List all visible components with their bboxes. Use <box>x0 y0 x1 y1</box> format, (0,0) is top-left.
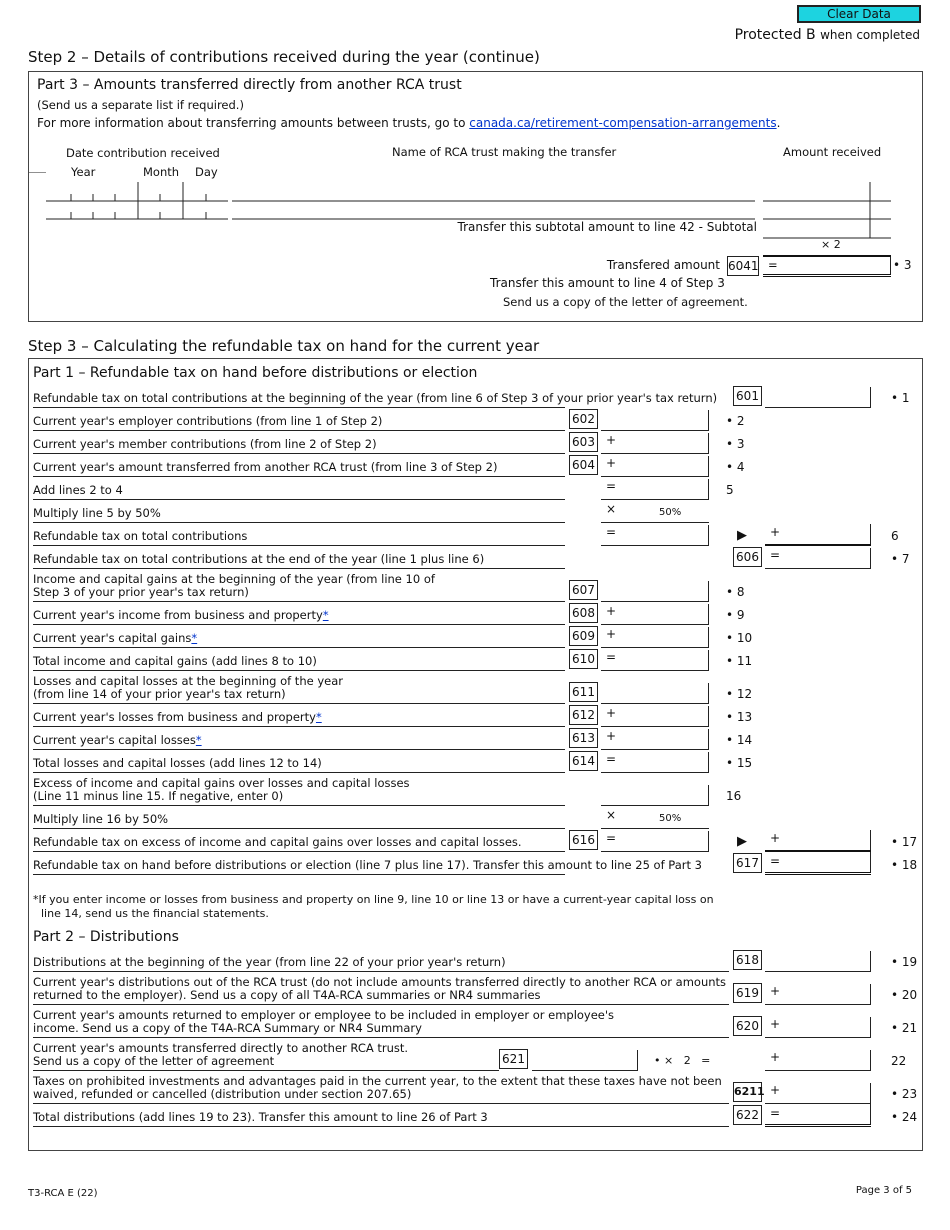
label-text: Current year's capital gains <box>33 631 192 645</box>
label-text-line2: income. Send us a copy of the T4A-RCA Summary or NR4 Summary <box>33 1021 422 1035</box>
col-name-header: Name of RCA trust making the transfer <box>392 145 617 159</box>
operator: + <box>606 433 617 447</box>
part1-title: Part 1 – Refundable tax on hand before distributions or election <box>33 365 478 381</box>
amount-field-line-7[interactable] <box>765 547 871 569</box>
line-number: • 10 <box>726 631 753 645</box>
form-row-6 <box>29 523 922 546</box>
code-box-604: 604 <box>569 455 598 475</box>
row-label <box>33 655 565 671</box>
code-box-610: 610 <box>569 649 598 669</box>
code-box-622: 622 <box>733 1105 762 1125</box>
row-label <box>33 836 565 852</box>
cents-divider <box>708 581 709 601</box>
label-text: Current year's amounts transferred directly to another RCA trust. <box>33 1041 409 1055</box>
label-text: Refundable tax on total contributions at the end of the year (line 1 plus line 6) <box>33 552 485 566</box>
row-label <box>33 675 565 704</box>
operator: = <box>606 525 617 539</box>
amount-field-line-8[interactable] <box>601 580 709 602</box>
cents-divider <box>870 984 871 1004</box>
label-text: Multiply line 16 by 50% <box>33 812 169 826</box>
amount-field-line-6[interactable] <box>765 524 871 546</box>
footnote-asterisk-link[interactable]: * <box>195 733 202 747</box>
label-text: Current year's distributions out of the RCA trust (do not include amounts transferred directly to another RCA or amounts <box>33 975 727 989</box>
code-box-618: 618 <box>733 950 762 970</box>
amount-field-line-14[interactable] <box>601 728 709 750</box>
row-label <box>33 956 729 972</box>
code-box-602: 602 <box>569 409 598 429</box>
form-row-12 <box>29 671 922 704</box>
amount-field-621[interactable] <box>532 1049 638 1071</box>
row-label <box>33 484 565 500</box>
calc-field[interactable] <box>601 830 709 852</box>
letter-note: Send us a copy of the letter of agreement. <box>503 295 748 309</box>
label-text: Current year's employer contributions (from line 1 of Step 2) <box>33 414 383 428</box>
cents-divider <box>870 951 871 971</box>
step2-part3-section <box>28 71 923 322</box>
cents-divider <box>708 785 709 805</box>
footnote-asterisk-link[interactable]: * <box>322 608 329 622</box>
transfer-entry-grid[interactable] <box>29 172 922 252</box>
multiply-sign: × <box>606 808 617 822</box>
info-text: For more information about transferring amounts between trusts, go to <box>37 116 466 130</box>
code-box-611: 611 <box>569 682 598 702</box>
form-row-20 <box>29 972 922 1005</box>
row-label <box>33 757 565 773</box>
step2-title: Step 2 – Details of contributions received during the year (continue) <box>28 48 540 66</box>
code-box-606: 606 <box>733 547 762 567</box>
operator: + <box>770 1050 781 1064</box>
col-date-header: Date contribution received <box>66 146 220 160</box>
line-number: • 23 <box>891 1087 918 1101</box>
row-label <box>33 1009 729 1038</box>
cents-divider <box>708 831 709 851</box>
label-text: Add lines 2 to 4 <box>33 483 123 497</box>
label-text: Current year's member contributions (from line 2 of Step 2) <box>33 437 377 451</box>
cents-divider <box>870 387 871 407</box>
cents-divider <box>637 1050 638 1070</box>
page-number: Page 3 of 5 <box>855 1185 912 1196</box>
label-text: Refundable tax on total contributions <box>33 529 248 543</box>
code-box-616: 616 <box>569 830 598 850</box>
label-text-line2: (from line 14 of your prior year's tax return) <box>33 687 286 701</box>
percent-value: 50% <box>659 507 682 518</box>
operator: + <box>606 627 617 641</box>
operator: = <box>606 752 617 766</box>
row-label <box>33 1075 729 1104</box>
operator: + <box>770 1083 781 1097</box>
form-row-calc <box>29 806 922 829</box>
form-row-18 <box>29 852 922 875</box>
arrow-right-icon: ▶ <box>737 528 747 543</box>
amount-field-line-11[interactable] <box>601 649 709 671</box>
amount-field-line-22[interactable] <box>765 1049 871 1071</box>
operator: = <box>770 1106 781 1120</box>
row-label <box>33 573 565 602</box>
calc-field[interactable] <box>601 524 709 546</box>
amount-field-line-9[interactable] <box>601 603 709 625</box>
amount-field-line-19[interactable] <box>765 950 871 972</box>
operator: + <box>606 729 617 743</box>
amount-field-line-17[interactable] <box>765 830 871 852</box>
percent-row <box>601 501 709 523</box>
rca-link[interactable]: canada.ca/retirement-compensation-arrangements <box>469 116 777 130</box>
cents-divider <box>870 524 871 544</box>
label-text-line2: (Line 11 minus line 15. If negative, enter 0) <box>33 789 284 803</box>
cents-divider <box>708 650 709 670</box>
label-text-line2: Step 3 of your prior year's tax return) <box>33 585 249 599</box>
operator: + <box>770 984 781 998</box>
label-text: Refundable tax on excess of income and capital gains over losses and capital losses. <box>33 835 522 849</box>
amount-field-line-23[interactable] <box>765 1082 871 1104</box>
operator: + <box>606 456 617 470</box>
form-row-17 <box>29 829 922 852</box>
form-row-13 <box>29 704 922 727</box>
row-label <box>33 461 565 477</box>
label-text: Refundable tax on total contributions at the beginning of the year (from line 6 of Step 3 of your prior year's tax return) <box>33 391 718 405</box>
protected-suffix: when completed <box>820 28 920 42</box>
label-text: Current year's amounts returned to employer or employee to be included in employer or employee's <box>33 1008 615 1022</box>
operator: = <box>606 831 617 845</box>
label-text-line2: returned to the employer). Send us a copy of all T4A-RCA summaries or NR4 summaries <box>33 988 541 1002</box>
operator: = <box>770 548 781 562</box>
cents-divider <box>870 1017 871 1037</box>
code-6041: 6041 <box>727 256 759 276</box>
cents-divider <box>708 479 709 499</box>
amount-field-line-13[interactable] <box>601 705 709 727</box>
row-label <box>33 1042 499 1071</box>
row-label <box>33 777 565 806</box>
form-row-15 <box>29 750 922 773</box>
footnote-line2: line 14, send us the financial statements. <box>41 907 269 920</box>
line-number: • 19 <box>891 955 918 969</box>
row-label <box>33 976 729 1005</box>
row-label <box>33 813 565 829</box>
line-number: • 11 <box>726 654 753 668</box>
form-row-14 <box>29 727 922 750</box>
line-number: • 15 <box>726 756 753 770</box>
operator: = <box>770 854 781 868</box>
operator: + <box>606 604 617 618</box>
form-row-5 <box>29 477 922 500</box>
code-box-6211: 6211 <box>733 1082 762 1102</box>
code-box-619: 619 <box>733 983 762 1003</box>
form-row-24 <box>29 1104 922 1127</box>
row-label <box>33 507 565 523</box>
operator: + <box>770 831 781 845</box>
amount-field-line-20[interactable] <box>765 983 871 1005</box>
amount-field-line-3[interactable] <box>601 432 709 454</box>
line-number: 22 <box>891 1054 907 1068</box>
code-box-609: 609 <box>569 626 598 646</box>
form-row-19 <box>29 949 922 972</box>
form-row-22 <box>29 1038 922 1071</box>
amount-field-line-2[interactable] <box>601 409 709 431</box>
cents-divider <box>870 852 871 872</box>
code-box-621: 621 <box>499 1049 528 1069</box>
form-row-21 <box>29 1005 922 1038</box>
line-number: • 17 <box>891 835 918 849</box>
operator: + <box>770 1017 781 1031</box>
line-number: • 9 <box>726 608 745 622</box>
label-text: Multiply line 5 by 50% <box>33 506 161 520</box>
equals-sign: = <box>768 258 778 272</box>
footnote-asterisk-link[interactable]: * <box>191 631 198 645</box>
transferred-label: Transfered amount <box>606 258 720 272</box>
operator: = <box>606 479 617 493</box>
form-id: T3-RCA E (22) <box>28 1188 98 1199</box>
line-number: • 2 <box>726 414 745 428</box>
percent-value: 50% <box>659 813 682 824</box>
cents-divider <box>708 525 709 545</box>
step3-section <box>28 358 923 1151</box>
form-row-8 <box>29 569 922 602</box>
label-text: Current year's losses from business and property <box>33 710 316 724</box>
row-label <box>33 858 702 875</box>
amount-field-line-10[interactable] <box>601 626 709 648</box>
clear-data-button[interactable]: Clear Data <box>797 5 921 23</box>
label-text: Total income and capital gains (add lines 8 to 10) <box>33 654 317 668</box>
line-number: • 7 <box>891 552 910 566</box>
label-text: Refundable tax on hand before distributions or election (line 7 plus line 17). Transfer this amount to line 25 of Part 3 <box>33 858 702 872</box>
cents-divider <box>870 1050 871 1070</box>
form-row-3 <box>29 431 922 454</box>
amount-field-line-18[interactable] <box>765 853 871 875</box>
cents-divider <box>708 410 709 430</box>
row-label <box>33 391 718 408</box>
row-label <box>33 553 565 569</box>
code-box-617: 617 <box>733 853 762 873</box>
part3-title: Part 3 – Amounts transferred directly from another RCA trust <box>37 77 462 93</box>
protected-text: Protected B <box>734 27 816 43</box>
multiply-sign: × <box>606 502 617 516</box>
cents-divider <box>708 456 709 476</box>
label-text: Excess of income and capital gains over losses and capital losses <box>33 776 410 790</box>
footnote-line1: *If you enter income or losses from business and property on line 9, line 10 or line 13 or have a current-year capital loss on <box>33 893 714 906</box>
label-text: Losses and capital losses at the beginning of the year <box>33 674 343 688</box>
code-box-620: 620 <box>733 1016 762 1036</box>
amount-field-line-1[interactable] <box>765 386 871 408</box>
form-row-2 <box>29 408 922 431</box>
form-row-7 <box>29 546 922 569</box>
label-text: Current year's income from business and property <box>33 608 323 622</box>
label-text: Income and capital gains at the beginning of the year (from line 10 of <box>33 572 435 586</box>
label-text-line2: waived, refunded or cancelled (distribution under section 207.65) <box>33 1087 412 1101</box>
line-number: • 4 <box>726 460 745 474</box>
cents-divider <box>870 1083 871 1103</box>
label-text: Current year's amount transferred from another RCA trust (from line 3 of Step 2) <box>33 460 498 474</box>
info-end: . <box>776 116 781 130</box>
part2-title: Part 2 – Distributions <box>33 929 179 945</box>
col-day-header: Day <box>195 165 218 179</box>
amount-field-line-12[interactable] <box>601 682 709 704</box>
cents-divider <box>708 683 709 703</box>
line-number: • 12 <box>726 687 753 701</box>
col-month-header: Month <box>143 165 180 179</box>
form-row-10 <box>29 625 922 648</box>
col-amount-header: Amount received <box>783 145 882 159</box>
cents-divider <box>708 752 709 772</box>
form-row-1 <box>29 385 922 408</box>
row-label <box>33 609 565 625</box>
cents-divider <box>890 257 891 274</box>
code-box-612: 612 <box>569 705 598 725</box>
line-3-number: • 3 <box>893 258 912 272</box>
code-box-614: 614 <box>569 751 598 771</box>
cents-divider <box>708 729 709 749</box>
operator: + <box>606 706 617 720</box>
amount-field-line-24[interactable] <box>765 1105 871 1127</box>
code-box-601: 601 <box>733 386 762 406</box>
code-box-603: 603 <box>569 432 598 452</box>
code-box-608: 608 <box>569 603 598 623</box>
form-row-11 <box>29 648 922 671</box>
amount-field-line-15[interactable] <box>601 751 709 773</box>
form-row-calc <box>29 500 922 523</box>
line-number: • 8 <box>726 585 745 599</box>
cents-divider <box>708 706 709 726</box>
operator: + <box>770 525 781 539</box>
row-label <box>33 1111 729 1127</box>
protected-label <box>735 27 920 43</box>
cents-divider <box>708 627 709 647</box>
code-box-607: 607 <box>569 580 598 600</box>
part3-info <box>37 116 780 130</box>
subtotal-label: Transfer this subtotal amount to line 42 - Subtotal <box>457 220 757 234</box>
amount-field-line-5[interactable] <box>601 478 709 500</box>
cents-divider <box>870 548 871 568</box>
percent-row <box>601 807 709 829</box>
cents-divider <box>870 830 871 850</box>
row-label <box>33 415 565 431</box>
step3-title: Step 3 – Calculating the refundable tax on hand for the current year <box>28 337 540 355</box>
line-number: • 1 <box>891 391 910 405</box>
row-label <box>33 632 565 648</box>
operator: = <box>606 650 617 664</box>
line-number: • 13 <box>726 710 753 724</box>
times-two: × 2 <box>821 238 841 251</box>
cents-divider <box>708 433 709 453</box>
amount-field-line-4[interactable] <box>601 455 709 477</box>
line-number: • 24 <box>891 1110 918 1124</box>
form-row-4 <box>29 454 922 477</box>
line-number: • 18 <box>891 858 918 872</box>
code-box-613: 613 <box>569 728 598 748</box>
line-number: 16 <box>726 789 742 803</box>
arrow-right-icon: ▶ <box>737 834 747 849</box>
footnote-asterisk-link[interactable]: * <box>315 710 322 724</box>
line-number: 5 <box>726 483 734 497</box>
label-text: Taxes on prohibited investments and advantages paid in the current year, to the extent that these taxes have not been <box>33 1074 722 1088</box>
row-label <box>33 530 565 546</box>
label-text-line2: Send us a copy of the letter of agreement <box>33 1054 275 1068</box>
row-label <box>33 711 565 727</box>
times-two-label: • × 2 = <box>654 1054 711 1067</box>
row-label <box>33 438 565 454</box>
label-text: Total distributions (add lines 19 to 23). Transfer this amount to line 26 of Part 3 <box>33 1110 488 1124</box>
label-text: Distributions at the beginning of the year (from line 22 of your prior year's return) <box>33 955 506 969</box>
line-number: 6 <box>891 529 899 543</box>
amount-field-line-16[interactable] <box>601 784 709 806</box>
part2-rows <box>29 949 922 1127</box>
form-row-23 <box>29 1071 922 1104</box>
line-number: • 21 <box>891 1021 918 1035</box>
cents-divider <box>870 1104 871 1124</box>
part3-note: (Send us a separate list if required.) <box>37 98 244 112</box>
line-number: • 14 <box>726 733 753 747</box>
label-text: Current year's capital losses <box>33 733 196 747</box>
row-label <box>33 734 565 750</box>
col-year-header: Year <box>71 165 96 179</box>
part1-rows <box>29 385 922 875</box>
line-number: • 3 <box>726 437 745 451</box>
transfer-note: Transfer this amount to line 4 of Step 3 <box>490 276 725 290</box>
form-row-16 <box>29 773 922 806</box>
cents-divider <box>708 604 709 624</box>
line-number: • 20 <box>891 988 918 1002</box>
transferred-amount-field[interactable] <box>763 255 891 277</box>
label-text: Total losses and capital losses (add lines 12 to 14) <box>33 756 322 770</box>
footnote <box>29 875 922 921</box>
form-row-9 <box>29 602 922 625</box>
amount-field-line-21[interactable] <box>765 1016 871 1038</box>
